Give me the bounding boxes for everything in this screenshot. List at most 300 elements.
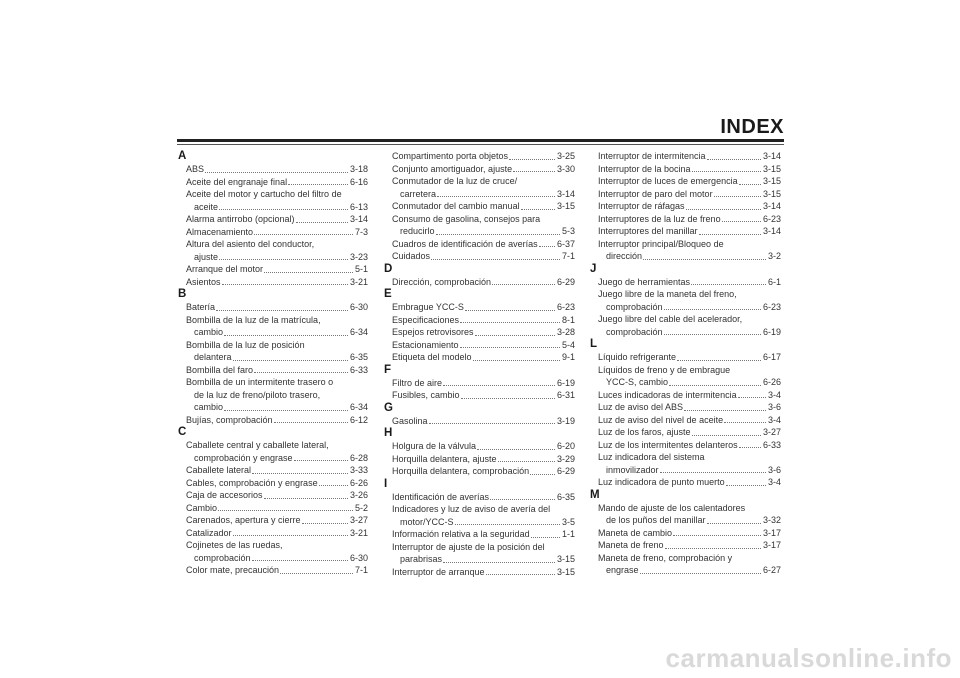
- index-entry: [590, 389, 781, 402]
- index-page-number: 6-19: [762, 326, 781, 337]
- index-entry-text: Interruptor de luces de emergencia: [598, 176, 738, 186]
- index-entry-text: Cojinetes de las ruedas,: [186, 540, 283, 550]
- index-entry-text: inmovilizador: [606, 464, 659, 475]
- dot-leader: [492, 283, 555, 285]
- index-page-number: 6-33: [762, 439, 781, 450]
- index-entry-line: [384, 516, 575, 529]
- index-entry-text: Aceite del motor y cartucho del filtro de: [186, 189, 342, 199]
- dot-leader: [264, 271, 353, 273]
- index-entry-text: dirección: [606, 251, 643, 261]
- index-entry-line: [590, 250, 781, 263]
- index-page-number: 3-28: [556, 327, 575, 337]
- index-entry-line: [590, 502, 781, 515]
- page-title: INDEX: [720, 116, 784, 138]
- index-page-number: 7-3: [354, 226, 368, 237]
- index-page-number: 3-15: [762, 176, 781, 186]
- index-entry: [178, 301, 368, 314]
- dot-leader: [692, 434, 761, 436]
- dot-leader: [431, 258, 560, 260]
- index-entry-text: Bombilla de un intermitente trasero o: [186, 377, 334, 387]
- index-entry-line: [590, 414, 781, 427]
- index-entry-line: [178, 301, 368, 314]
- dot-leader: [302, 522, 348, 524]
- index-entry-text: Alarma antirrobo (opcional): [186, 214, 295, 224]
- index-entry: [384, 351, 575, 364]
- index-entry-text: Bujías, comprobación: [186, 414, 273, 425]
- index-entry-line: [590, 351, 781, 364]
- index-page-number: 5-2: [354, 502, 368, 513]
- index-entry: [384, 326, 575, 339]
- index-entry-text: Luz indicadora de punto muerto: [598, 477, 725, 487]
- index-entry-line: [178, 439, 368, 452]
- index-entry: [590, 288, 781, 313]
- index-page-number: 9-1: [561, 352, 575, 362]
- index-entry-text: Maneta de freno: [598, 540, 664, 550]
- index-entry-text: Conmutador del cambio manual: [392, 201, 520, 211]
- index-entry: [590, 439, 781, 452]
- index-page-number: 3-27: [762, 427, 781, 437]
- dot-leader: [224, 409, 348, 411]
- index-page-number: 6-23: [762, 301, 781, 312]
- index-entry-text: Interruptor de ráfagas: [598, 201, 685, 211]
- index-entry: [178, 263, 368, 276]
- index-entry: [384, 200, 575, 213]
- index-entry-text: Información relativa a la seguridad: [392, 529, 530, 539]
- dot-leader: [486, 573, 555, 575]
- index-page-number: 6-30: [349, 302, 368, 312]
- dot-leader: [531, 536, 560, 538]
- dot-leader: [216, 309, 348, 311]
- index-entry: [590, 175, 781, 188]
- index-entry: [590, 527, 781, 540]
- index-entry-line: [178, 213, 368, 226]
- dot-leader: [684, 409, 766, 411]
- index-page-number: 3-25: [556, 151, 575, 161]
- dot-leader: [498, 460, 555, 462]
- index-entry-line: [384, 503, 575, 516]
- index-entry: [590, 200, 781, 213]
- index-entry-text: Luz de los faros, ajuste: [598, 427, 691, 437]
- index-page-number: 3-14: [762, 151, 781, 161]
- index-page-number: 3-14: [762, 201, 781, 211]
- index-entry: [178, 176, 368, 189]
- index-entry-line: [178, 176, 368, 189]
- index-entry-text: Especificaciones: [392, 314, 460, 325]
- index-page-number: 6-30: [349, 552, 368, 563]
- index-entry-text: comprobación: [606, 326, 663, 337]
- index-entry-text: Luz de aviso del nivel de aceite: [598, 414, 724, 425]
- index-entry-line: [178, 201, 368, 214]
- index-entry-text: ABS: [186, 164, 205, 174]
- index-entry-line: [384, 339, 575, 352]
- index-entry-text: Bombilla del faro: [186, 364, 254, 375]
- index-entry-line: [384, 389, 575, 402]
- index-entry: [384, 339, 575, 352]
- index-entry-text: Filtro de aire: [392, 377, 443, 388]
- index-entry: [178, 527, 368, 540]
- index-entry: [590, 401, 781, 414]
- index-entry-line: [384, 491, 575, 504]
- index-entry-line: [384, 440, 575, 453]
- index-entry: [590, 276, 781, 289]
- index-entry-line: [590, 301, 781, 314]
- index-entry: [384, 503, 575, 528]
- index-entry: [178, 339, 368, 364]
- index-section-letter: B: [178, 288, 187, 300]
- index-entry: [590, 238, 781, 263]
- index-entry-text: Interruptores de la luz de freno: [598, 213, 721, 224]
- index-page-number: 6-29: [556, 276, 575, 287]
- index-entry-text: Conjunto amortiguador, ajuste: [392, 163, 513, 174]
- index-entry-line: [178, 452, 368, 465]
- dot-leader: [475, 334, 555, 336]
- index-page-number: 6-23: [762, 213, 781, 224]
- index-entry-text: Juego libre del cable del acelerador,: [598, 314, 743, 324]
- index-page-number: 3-26: [349, 490, 368, 500]
- index-entry-text: Compartimento porta objetos: [392, 151, 509, 161]
- index-entry: [590, 502, 781, 527]
- index-entry: [384, 528, 575, 541]
- index-page-number: 6-34: [349, 402, 368, 412]
- index-entry-text: Fusibles, cambio: [392, 390, 460, 400]
- dot-leader: [218, 509, 353, 511]
- dot-leader: [707, 522, 761, 524]
- dot-leader: [429, 422, 555, 424]
- dot-leader: [677, 359, 761, 361]
- index-entry-line: [590, 150, 781, 163]
- index-entry: [590, 451, 781, 476]
- index-entry-line: [178, 339, 368, 352]
- index-entry-line: [384, 301, 575, 314]
- index-entry-text: Cables, comprobación y engrase: [186, 477, 318, 488]
- index-entry-text: Líquidos de freno y de embrague: [598, 364, 731, 375]
- index-entry-text: Líquido refrigerante: [598, 352, 677, 362]
- dot-leader: [280, 572, 353, 574]
- index-entry-line: [384, 415, 575, 428]
- index-entry-line: [590, 238, 781, 251]
- index-entry: [384, 150, 575, 163]
- index-entry-line: [178, 401, 368, 414]
- index-entry: [590, 213, 781, 226]
- index-entry-line: [178, 564, 368, 577]
- index-entry: [384, 377, 575, 390]
- index-entry-text: Interruptor de paro del motor: [598, 188, 713, 199]
- title-rule-thick: [177, 139, 784, 142]
- dot-leader: [686, 208, 761, 210]
- dot-leader: [455, 523, 560, 525]
- index-page-number: 3-32: [762, 515, 781, 525]
- dot-leader: [722, 220, 761, 222]
- index-section-letter: E: [384, 288, 392, 300]
- index-entry-text: Batería: [186, 302, 216, 312]
- index-entry-text: de la luz de freno/piloto trasero,: [194, 389, 321, 400]
- index-entry-text: Interruptores del manillar: [598, 226, 698, 236]
- dot-leader: [692, 170, 761, 172]
- index-entry-line: [590, 276, 781, 289]
- index-entry-line: [384, 276, 575, 289]
- dot-leader: [691, 283, 766, 285]
- index-page-number: 3-4: [767, 414, 781, 425]
- index-entry: [384, 250, 575, 263]
- index-page-number: 1-1: [561, 529, 575, 539]
- index-entry-line: [590, 514, 781, 527]
- dot-leader: [264, 497, 348, 499]
- index-entry-text: delantera: [194, 352, 232, 362]
- index-entry-line: [178, 364, 368, 377]
- dot-leader: [436, 233, 560, 235]
- index-entry-line: [178, 326, 368, 339]
- dot-leader: [530, 473, 555, 475]
- dot-leader: [219, 258, 348, 260]
- index-entry-text: Interruptor de ajuste de la posición del: [392, 541, 545, 552]
- index-entry-text: Caja de accesorios: [186, 490, 263, 500]
- index-entry: [590, 552, 781, 577]
- index-page-number: 7-1: [354, 565, 368, 575]
- dot-leader: [205, 171, 348, 173]
- index-page-number: 3-23: [349, 251, 368, 262]
- index-entry: [590, 150, 781, 163]
- index-page-number: 3-4: [767, 477, 781, 487]
- index-section-letter: G: [384, 401, 393, 414]
- index-page-number: 6-34: [349, 327, 368, 337]
- index-section-letter: M: [590, 488, 600, 501]
- index-entry: [590, 364, 781, 389]
- dot-leader: [739, 183, 761, 185]
- index-entry-line: [384, 528, 575, 541]
- index-entry-line: [178, 276, 368, 289]
- index-entry: [384, 453, 575, 466]
- index-entry-text: Horquilla delantera, comprobación: [392, 466, 530, 476]
- index-entry-line: [178, 226, 368, 239]
- index-entry: [384, 465, 575, 478]
- index-entry-text: Espejos retrovisores: [392, 327, 474, 337]
- index-page-number: 5-1: [354, 264, 368, 274]
- index-entry-text: Cuidados: [392, 251, 431, 261]
- index-entry-text: Luz de los intermitentes delanteros: [598, 439, 738, 450]
- index-entry-text: Luz indicadora del sistema: [598, 452, 705, 462]
- dot-leader: [465, 309, 555, 311]
- index-entry-line: [590, 527, 781, 540]
- dot-leader: [252, 472, 348, 474]
- index-page-number: 3-14: [762, 226, 781, 236]
- dot-leader: [473, 359, 560, 361]
- index-entry-text: Identificación de averías: [392, 491, 490, 502]
- dot-leader: [233, 534, 348, 536]
- index-entry-line: [590, 476, 781, 489]
- index-entry: [178, 414, 368, 427]
- dot-leader: [664, 308, 761, 310]
- index-entry-line: [384, 326, 575, 339]
- index-entry-text: Caballete central y caballete lateral,: [186, 440, 329, 450]
- index-entry-text: carretera: [400, 188, 437, 199]
- dot-leader: [521, 208, 555, 210]
- dot-leader: [219, 208, 348, 210]
- index-entry-line: [178, 314, 368, 327]
- dot-leader: [664, 333, 761, 335]
- title-rule-thin: [177, 144, 784, 145]
- index-entry-text: cambio: [194, 402, 224, 412]
- index-entry-text: cambio: [194, 327, 224, 337]
- index-section-letter: I: [384, 477, 388, 490]
- index-page-number: 3-2: [767, 251, 781, 261]
- index-entry-line: [178, 464, 368, 477]
- index-entry: [178, 314, 368, 339]
- index-page-number: 6-33: [349, 364, 368, 375]
- index-entry-line: [384, 541, 575, 554]
- index-entry-text: parabrisas: [400, 554, 443, 564]
- index-entry-text: Interruptor de la bocina: [598, 163, 691, 174]
- index-page-number: 3-30: [556, 163, 575, 174]
- index-entry: [384, 175, 575, 200]
- index-page-number: 8-1: [561, 314, 575, 325]
- dot-leader: [274, 421, 348, 423]
- index-entry-text: Bombilla de la luz de la matrícula,: [186, 314, 321, 325]
- index-entry-text: ajuste: [194, 251, 219, 262]
- index-entry-line: [590, 464, 781, 477]
- index-entry-line: [178, 188, 368, 201]
- index-entry-line: [384, 188, 575, 201]
- index-page-number: 5-3: [561, 226, 575, 236]
- index-entry: [590, 163, 781, 176]
- index-entry-line: [590, 288, 781, 301]
- index-entry-text: reducirlo: [400, 226, 435, 236]
- index-entry: [384, 491, 575, 504]
- index-page-number: 6-12: [349, 414, 368, 425]
- index-entry-text: Aceite del engranaje final: [186, 176, 288, 187]
- index-entry: [384, 566, 575, 579]
- index-page-number: 3-5: [561, 516, 575, 527]
- dot-leader: [477, 448, 555, 450]
- index-entry-line: [384, 225, 575, 238]
- dot-leader: [490, 498, 555, 500]
- dot-leader: [460, 321, 560, 323]
- index-entry-line: [178, 552, 368, 565]
- index-entry-line: [590, 539, 781, 552]
- index-entry-line: [384, 351, 575, 364]
- index-column-2: [384, 150, 575, 578]
- index-entry-line: [590, 163, 781, 176]
- index-entry-line: [384, 553, 575, 566]
- dot-leader: [461, 397, 555, 399]
- dot-leader: [437, 195, 555, 197]
- dot-leader: [640, 572, 761, 574]
- index-entry-text: Horquilla delantera, ajuste: [392, 453, 497, 464]
- index-entry: [178, 364, 368, 377]
- index-entry: [590, 351, 781, 364]
- index-entry: [178, 213, 368, 226]
- index-entry: [178, 238, 368, 263]
- index-entry: [590, 539, 781, 552]
- dot-leader: [724, 421, 766, 423]
- index-page-number: 3-14: [556, 188, 575, 199]
- index-entry-text: Arranque del motor: [186, 264, 264, 274]
- index-entry: [384, 163, 575, 176]
- index-section-letter: A: [178, 150, 187, 162]
- index-page-number: 3-17: [762, 527, 781, 538]
- index-page-number: 6-26: [349, 477, 368, 488]
- index-entry-line: [178, 351, 368, 364]
- index-section-letter: J: [590, 262, 597, 275]
- index-entry-text: Bombilla de la luz de posición: [186, 339, 305, 350]
- dot-leader: [443, 561, 555, 563]
- index-entry-line: [590, 188, 781, 201]
- dot-leader: [254, 233, 353, 235]
- index-entry: [590, 414, 781, 427]
- dot-leader: [665, 547, 761, 549]
- index-entry-text: Embrague YCC-S: [392, 302, 464, 312]
- index-entry: [384, 301, 575, 314]
- dot-leader: [509, 158, 555, 160]
- index-entry-line: [590, 213, 781, 226]
- dot-leader: [699, 233, 761, 235]
- index-entry-line: [178, 263, 368, 276]
- index-page-number: 6-37: [556, 238, 575, 249]
- index-page-number: 6-35: [556, 491, 575, 502]
- index-entry: [178, 376, 368, 414]
- index-section-letter: D: [384, 262, 393, 275]
- index-entry-text: Asientos: [186, 276, 221, 287]
- index-entry: [590, 476, 781, 489]
- index-entry-line: [590, 313, 781, 326]
- index-entry-text: Interruptor principal/Bloqueo de: [598, 238, 724, 249]
- index-page-number: 3-19: [556, 415, 575, 426]
- dot-leader: [714, 195, 761, 197]
- dot-leader: [252, 559, 348, 561]
- dot-leader: [294, 459, 348, 461]
- index-entry-text: Cambio: [186, 502, 218, 513]
- index-entry-text: Maneta de cambio: [598, 527, 673, 538]
- index-page-number: 3-27: [349, 515, 368, 525]
- index-entry-text: engrase: [606, 565, 639, 575]
- index-entry: [384, 213, 575, 238]
- index-entry: [384, 389, 575, 402]
- index-entry-line: [590, 451, 781, 464]
- index-page-number: 6-13: [349, 201, 368, 212]
- index-entry-text: Juego libre de la maneta del freno,: [598, 289, 737, 299]
- index-page-number: 3-14: [349, 214, 368, 224]
- index-page-number: 6-20: [556, 441, 575, 451]
- index-entry: [178, 276, 368, 289]
- index-entry-line: [178, 376, 368, 389]
- index-entry-line: [178, 477, 368, 490]
- index-column-1: [178, 150, 368, 577]
- index-entry-text: Color mate, precaución: [186, 565, 280, 575]
- index-page-number: 6-26: [762, 377, 781, 387]
- index-entry: [384, 541, 575, 566]
- index-entry-text: Interruptor de intermitencia: [598, 151, 706, 161]
- index-entry-line: [384, 200, 575, 213]
- index-entry-line: [384, 377, 575, 390]
- index-entry-line: [384, 238, 575, 251]
- index-page-number: 3-15: [762, 163, 781, 174]
- index-page-number: 6-19: [556, 377, 575, 388]
- index-entry-line: [590, 426, 781, 439]
- index-entry-line: [384, 150, 575, 163]
- index-page-number: 6-28: [349, 452, 368, 463]
- index-page-number: 5-4: [561, 339, 575, 350]
- dot-leader: [460, 346, 560, 348]
- index-page-number: 3-15: [556, 554, 575, 564]
- index-entry: [384, 440, 575, 453]
- index-entry-text: Juego de herramientas: [598, 276, 691, 287]
- index-entry-line: [590, 439, 781, 452]
- dot-leader: [707, 158, 761, 160]
- index-entry-line: [590, 376, 781, 389]
- dot-leader: [669, 384, 761, 386]
- index-page-number: 6-16: [349, 176, 368, 187]
- index-entry-text: Estacionamiento: [392, 339, 459, 350]
- index-page-number: 3-18: [349, 164, 368, 174]
